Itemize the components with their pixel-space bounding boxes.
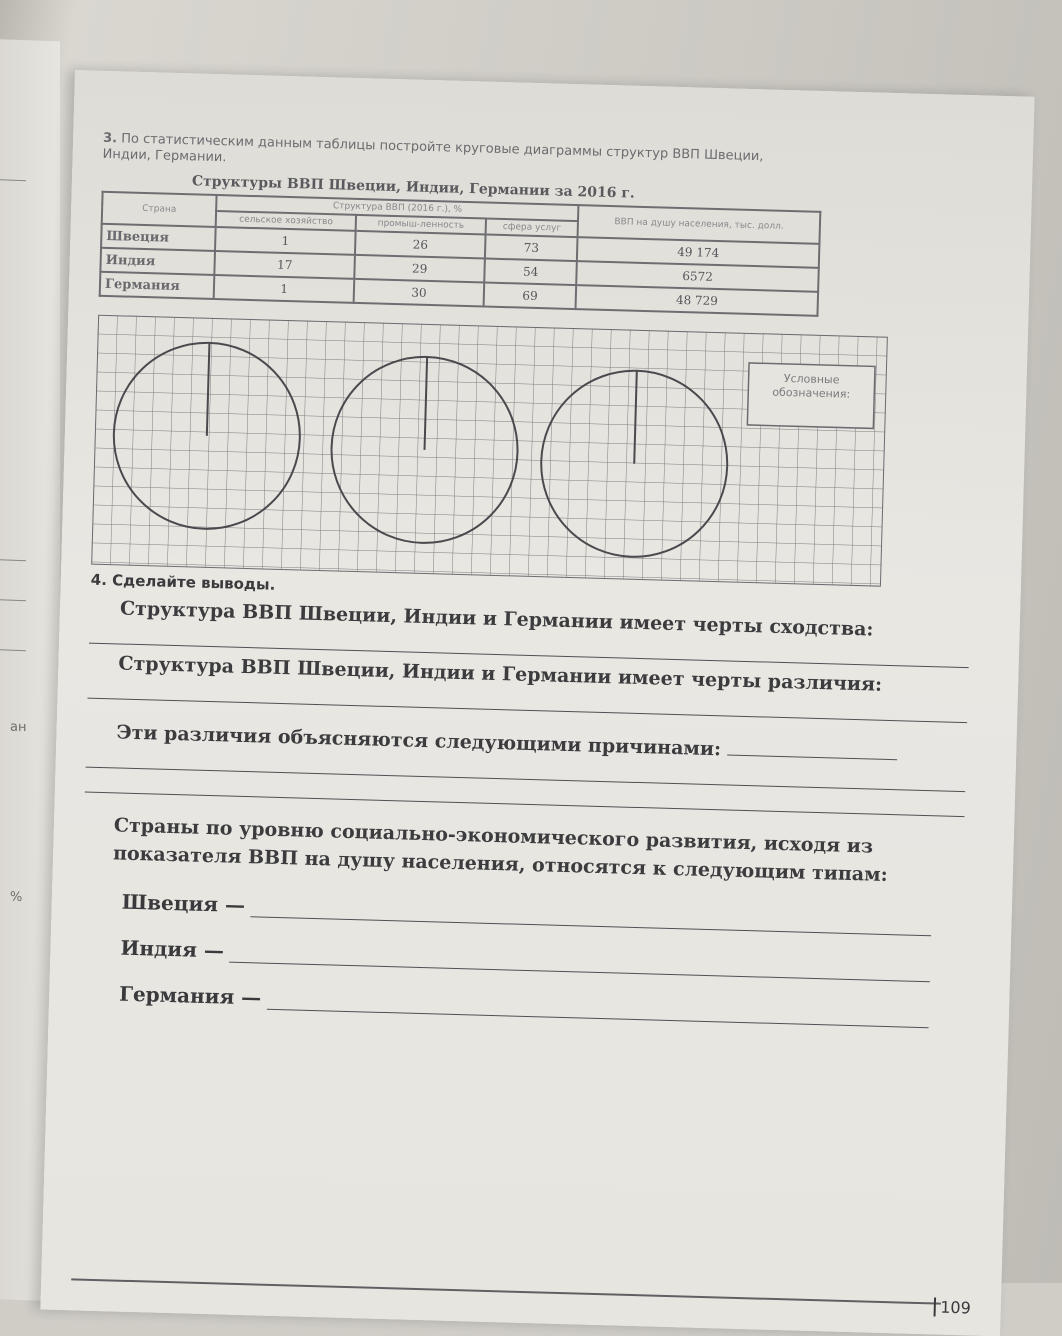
footer-rule [71, 1278, 941, 1304]
cell-agriculture: 1 [214, 275, 354, 303]
answer-line[interactable] [86, 767, 966, 793]
answer-line[interactable] [251, 902, 932, 936]
grid-with-circles [91, 315, 888, 587]
cell-country: Германия [100, 272, 215, 299]
header-country: Страна [102, 192, 217, 227]
difference-prompt: Структура ВВП Швеции, Индии и Германии имеет черты различия: [118, 652, 883, 696]
answer-line[interactable] [267, 995, 929, 1028]
cell-industry: 29 [354, 255, 485, 283]
type-label: Германия — [118, 981, 262, 1010]
table-title: Структуры ВВП Швеции, Индии, Германии за 2016 г. [191, 173, 635, 202]
reasons-text: Эти различия объясняются следующими причинами: [116, 721, 722, 761]
task-4-section [79, 571, 971, 1029]
cell-services: 69 [484, 283, 577, 310]
page-number: 109 [934, 1297, 971, 1317]
left-page-fragment: ан [10, 719, 27, 736]
cell-country: Швеция [101, 224, 216, 251]
type-row-sweden [121, 890, 961, 937]
task-4-title: 4. Сделайте выводы. [90, 570, 276, 594]
task-number: 3. [102, 130, 118, 147]
cell-agriculture: 1 [215, 227, 355, 255]
task-3-text: По статистическим данным таблицы постройте круговые диаграммы структур ВВП Швеции, Индии, Германии. [102, 131, 764, 166]
type-row-india [120, 936, 960, 983]
left-page-rule [0, 559, 26, 561]
left-page-rule [0, 599, 26, 601]
header-structure-group: Структура ВВП (2016 г.), % [216, 195, 578, 221]
left-page-fragment: % [10, 889, 23, 906]
left-page-rule [0, 179, 26, 181]
cell-services: 73 [485, 235, 578, 262]
answer-line[interactable] [87, 698, 967, 724]
cell-gdp-per-capita: 48 729 [576, 285, 818, 316]
workbook-page [40, 70, 1034, 1336]
legend-label: Условные обозначения: [772, 371, 851, 401]
reasons-prompt [116, 721, 966, 767]
cell-agriculture: 17 [215, 251, 355, 279]
gdp-table [99, 191, 822, 317]
chart-grid-area [91, 315, 888, 587]
type-label: Индия — [120, 935, 225, 963]
page-content [79, 131, 983, 1029]
types-intro: Страны по уровню социально-экономического развития, исходя из показателя ВВП на душу населения, относятся к следующим типам: [112, 814, 888, 887]
answer-line[interactable] [230, 948, 931, 983]
type-label: Швеция — [121, 889, 246, 918]
cell-services: 54 [484, 259, 577, 286]
header-industry: промыш-ленность [356, 215, 486, 235]
similarity-prompt: Структура ВВП Швеции, Индии и Германии имеет черты сходства: [119, 597, 874, 641]
cell-gdp-per-capita: 6572 [576, 261, 818, 292]
squared-grid [91, 315, 888, 587]
cell-industry: 26 [355, 231, 486, 259]
cell-gdp-per-capita: 49 174 [577, 237, 819, 268]
header-gdp-per-capita: ВВП на душу населения, тыс. долл. [578, 205, 821, 244]
cell-country: Индия [100, 248, 215, 275]
header-services: сфера услуг [486, 219, 579, 238]
type-row-germany [119, 982, 959, 1029]
header-agriculture: сельское хозяйство [216, 211, 356, 231]
answer-line-inline[interactable] [727, 754, 897, 760]
cell-industry: 30 [354, 279, 485, 307]
left-page-rule [0, 649, 26, 651]
